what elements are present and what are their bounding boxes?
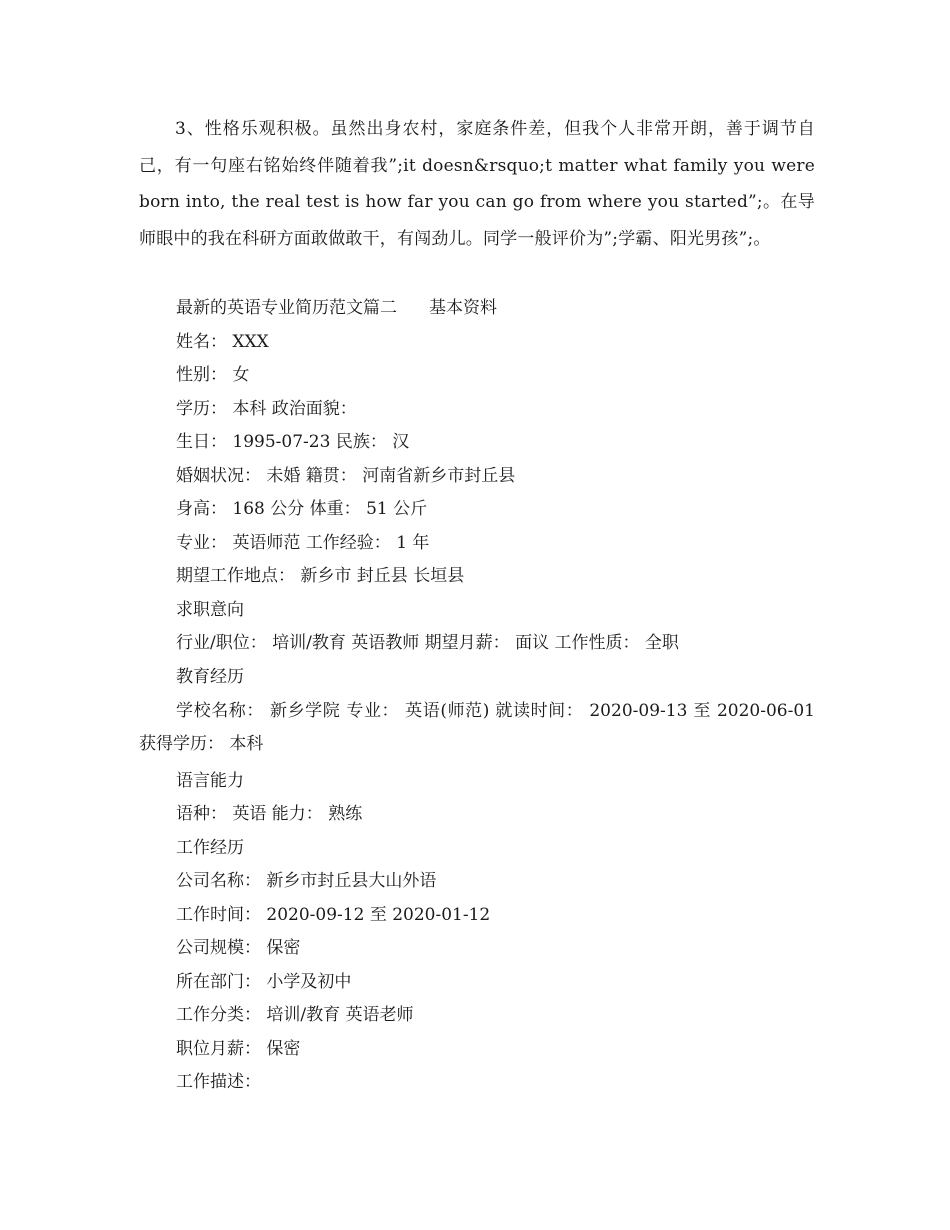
language-skill-line: 语种： 英语 能力： 熟练 (176, 804, 363, 824)
section-title-line (176, 292, 497, 325)
company-size-line: 公司规模： 保密 (176, 938, 301, 958)
school-record-paragraph: 学校名称： 新乡学院 专业： 英语(师范) 就读时间： 2020-09-13 至 2020-06-01 获得学历： 本科 (139, 701, 815, 755)
industry-position-line: 行业/职位： 培训/教育 英语教师 期望月薪： 面议 工作性质： 全职 (176, 633, 679, 653)
expected-location-line: 期望工作地点： 新乡市 封丘县 长垣县 (176, 566, 465, 586)
job-category-line: 工作分类： 培训/教育 英语老师 (176, 1005, 414, 1025)
work-time-line: 工作时间： 2020-09-12 至 2020-01-12 (176, 905, 491, 925)
height-weight-line: 身高： 168 公分 体重： 51 公斤 (176, 499, 428, 519)
birth-ethnicity-line: 生日： 1995-07-23 民族： 汉 (176, 432, 410, 452)
gender-line: 性别： 女 (176, 365, 250, 385)
education-politics-line: 学历： 本科 政治面貌： (176, 399, 357, 419)
section-title: 最新的英语专业简历范文篇二 (176, 298, 397, 318)
company-name-line: 公司名称： 新乡市封丘县大山外语 (176, 871, 437, 891)
department-line: 所在部门： 小学及初中 (176, 972, 352, 992)
job-intention-heading: 求职意向 (176, 600, 244, 620)
education-heading: 教育经历 (176, 667, 244, 687)
monthly-salary-line: 职位月薪： 保密 (176, 1039, 301, 1059)
basic-info-heading: 基本资料 (429, 298, 497, 318)
work-heading: 工作经历 (176, 838, 244, 858)
marriage-hometown-line: 婚姻状况： 未婚 籍贯： 河南省新乡市封丘县 (176, 466, 516, 486)
major-experience-line: 专业： 英语师范 工作经验： 1 年 (176, 533, 430, 553)
job-description-label: 工作描述： (176, 1072, 261, 1092)
name-line: 姓名： XXX (176, 332, 269, 352)
language-heading: 语言能力 (176, 771, 244, 791)
intro-paragraph: 3、性格乐观积极。虽然出身农村，家庭条件差，但我个人非常开朗，善于调节自己，有一句座右铭始终伴随着我”;it doesn&rsquo;t matter what family you were born into, the real test is how far you can go from where you started”;。在导师眼中的我在科研方面敢做敢干，有闯劲儿。同学一般评价为”;学霸、阳光男孩”;。 (139, 119, 815, 249)
